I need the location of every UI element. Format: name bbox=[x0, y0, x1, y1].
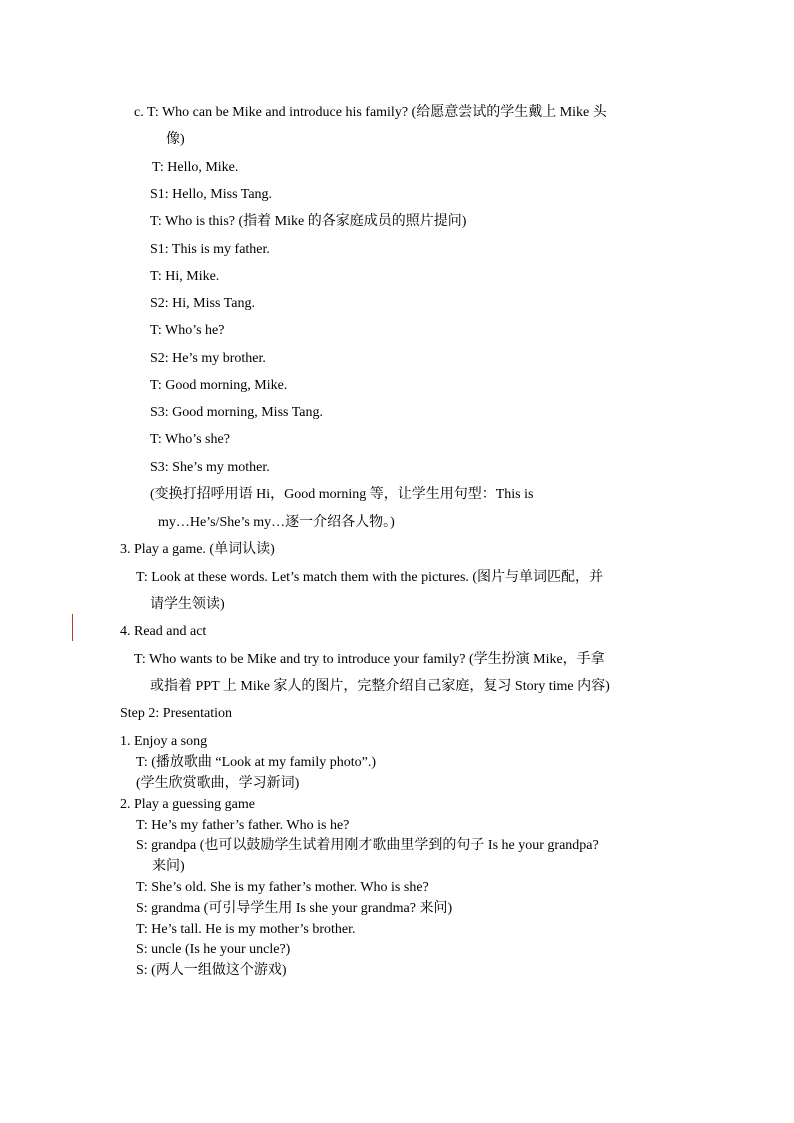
dialog-line: S2: He’s my brother. bbox=[150, 351, 266, 366]
item-3-body: T: Look at these words. Let’s match them with the pictures. (图片与单词匹配，并 bbox=[136, 570, 604, 585]
dialog-line: T: Who’s he? bbox=[150, 323, 225, 338]
dialog-line: T: Hi, Mike. bbox=[150, 269, 220, 284]
dialog-line: S3: Good morning, Miss Tang. bbox=[150, 405, 323, 420]
guessing-game-line: S: grandma (可引导学生用 Is she your grandma? 来问) bbox=[136, 901, 453, 916]
item-4-title: 4. Read and act bbox=[120, 624, 207, 639]
item-4-body: T: Who wants to be Mike and try to introduce your family? (学生扮演 Mike，手拿 bbox=[134, 652, 605, 667]
revision-margin-bar bbox=[72, 614, 73, 641]
item-4-body-continued: 或指着 PPT 上 Mike 家人的图片，完整介绍自己家庭，复习 Story time 内容) bbox=[150, 679, 610, 694]
teaching-note-continued: my…He’s/She’s my…逐一介绍各人物。) bbox=[158, 515, 395, 530]
guessing-game-title: 2. Play a guessing game bbox=[120, 797, 255, 812]
dialog-line: T: Good morning, Mike. bbox=[150, 378, 288, 393]
guessing-game-line: S: uncle (Is he your uncle?) bbox=[136, 942, 291, 957]
guessing-game-line: T: He’s tall. He is my mother’s brother. bbox=[136, 922, 356, 937]
enjoy-song-teacher: T: (播放歌曲 “Look at my family photo”.) bbox=[136, 755, 376, 770]
dialog-line: S1: This is my father. bbox=[150, 242, 270, 257]
guessing-game-line: 来问) bbox=[152, 859, 185, 874]
dialog-line: S1: Hello, Miss Tang. bbox=[150, 187, 273, 202]
dialog-line: T: Who is this? (指着 Mike 的各家庭成员的照片提问) bbox=[150, 214, 467, 229]
item-3-title: 3. Play a game. (单词认读) bbox=[120, 542, 275, 557]
guessing-game-line: S: grandpa (也可以鼓励学生试着用刚才歌曲里学到的句子 Is he your grandpa? bbox=[136, 838, 599, 853]
guessing-game-line: S: (两人一组做这个游戏) bbox=[136, 963, 287, 978]
guessing-game-line: T: She’s old. She is my father’s mother. Who is she? bbox=[136, 880, 429, 895]
teaching-note: (变换打招呼用语 Hi，Good morning 等，让学生用句型：This is bbox=[150, 487, 534, 502]
enjoy-song-title: 1. Enjoy a song bbox=[120, 734, 208, 749]
enjoy-song-students: (学生欣赏歌曲，学习新词) bbox=[136, 776, 300, 791]
section-c-line-continued: 像) bbox=[166, 132, 185, 147]
dialog-line: T: Hello, Mike. bbox=[152, 160, 239, 175]
step-2-heading: Step 2: Presentation bbox=[120, 706, 232, 721]
dialog-line: S2: Hi, Miss Tang. bbox=[150, 296, 255, 311]
guessing-game-line: T: He’s my father’s father. Who is he? bbox=[136, 818, 350, 833]
dialog-line: T: Who’s she? bbox=[150, 432, 230, 447]
section-c-line: c. T: Who can be Mike and introduce his family? (给愿意尝试的学生戴上 Mike 头 bbox=[134, 105, 607, 120]
dialog-line: S3: She’s my mother. bbox=[150, 460, 270, 475]
item-3-body-continued: 请学生领读) bbox=[150, 597, 225, 612]
